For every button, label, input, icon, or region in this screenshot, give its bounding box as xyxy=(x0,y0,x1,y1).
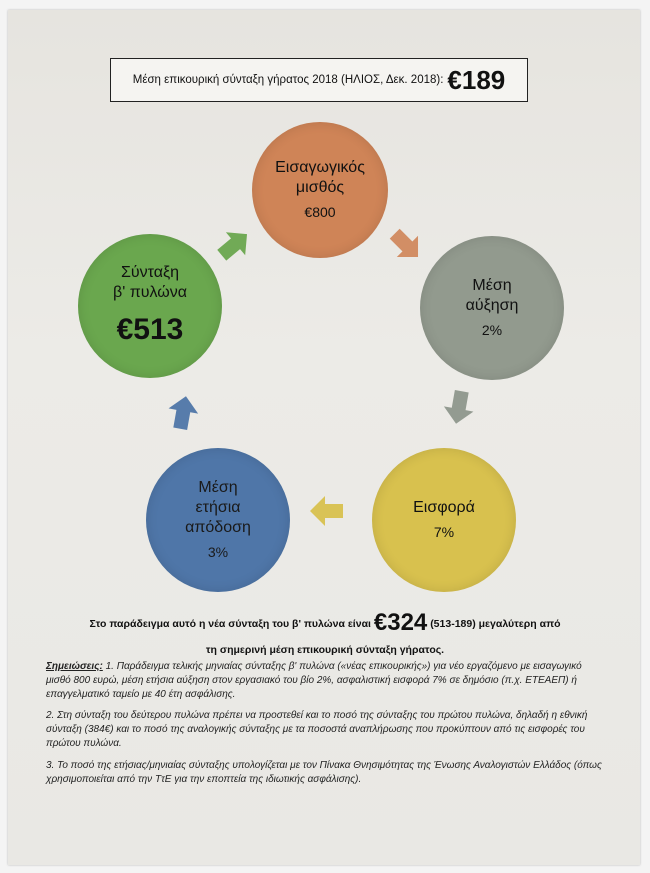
raise-value: 2% xyxy=(481,322,503,339)
summary-pre: Στο παράδειγμα αυτό η νέα σύνταξη του β' πυλώνα είναι xyxy=(89,618,371,630)
arrow-raise-to-contribution-icon xyxy=(436,384,482,430)
average-pension-box xyxy=(110,58,528,102)
arrow-pension-to-salary-icon xyxy=(211,222,257,268)
contribution-value: 7% xyxy=(433,524,455,541)
salary-line1: Εισαγωγικός xyxy=(275,159,365,177)
note-2: 2. Στη σύνταξη του δεύτερου πυλώνα πρέπει να προστεθεί και το ποσό της σύνταξης του πρώτου πυλώνα, δηλαδή η εθνική σύνταξη (384€) και το ποσό της αναλογικής σύνταξης με τα ποσοστά αναπλήρωσης που προκύπτουν από τις εισφορές του πρώτου πυλώνα. xyxy=(46,710,588,749)
arrow-return-to-pension-icon xyxy=(160,390,206,436)
raise-line1: Μέση xyxy=(472,277,512,295)
summary-amount: €324 xyxy=(373,609,428,636)
arrow-contribution-to-return-icon xyxy=(304,488,350,534)
pension-value: €513 xyxy=(116,313,184,347)
circle-average-raise xyxy=(420,236,564,380)
salary-line2: μισθός xyxy=(295,179,345,197)
circle-annual-return xyxy=(146,448,290,592)
notes-section xyxy=(46,660,606,794)
circle-starting-salary xyxy=(252,122,388,258)
salary-value: €800 xyxy=(304,204,336,221)
circle-contribution xyxy=(372,448,516,592)
note-1 xyxy=(46,660,606,701)
return-line1: Μέση xyxy=(198,479,238,497)
raise-line2: αύξηση xyxy=(465,297,519,315)
note-1-text: 1. Παράδειγμα τελικής μηνιαίας σύνταξης β' πυλώνα («νέας επικουρικής») για νέο εργαζόμενο με εισαγωγικό μισθό 800 ευρώ, μέση ετήσια αύξηση στον εργασιακό του βίο 2%, ασφαλιστική εισφορά 7% σε δημόσιο (π.χ. ΕΤΕΑΕΠ) ή επαγγελματικό ταμείο με 40 έτη ασφάλισης. xyxy=(46,661,582,700)
contribution-line1: Εισφορά xyxy=(413,499,475,517)
return-line3: απόδοση xyxy=(185,519,251,537)
arrow-salary-to-raise-icon xyxy=(383,222,429,268)
summary-line2: τη σημερινή μέση επικουρική σύνταξη γήρατος. xyxy=(205,644,445,657)
summary-statement xyxy=(30,604,620,659)
note-3: 3. Το ποσό της ετήσιας/μηνιαίας σύνταξης υπολογίζεται με τον Πίνακα Θνησιμότητας της Ένωσης Αναλογιστών Ελλάδος (όπως χρησιμοποιείται από την ΤτΕ για την εποπτεία της ιδιωτικής ασφάλισης). xyxy=(46,759,602,785)
circle-pillar-pension xyxy=(78,234,222,378)
pension-line1: Σύνταξη xyxy=(120,264,180,282)
return-value: 3% xyxy=(207,544,229,561)
return-line2: ετήσια xyxy=(195,499,241,517)
notes-heading: Σημειώσεις: xyxy=(46,661,103,672)
average-pension-value: €189 xyxy=(447,64,506,95)
summary-post: (513-189) μεγαλύτερη από xyxy=(430,618,561,630)
average-pension-label: Μέση επικουρική σύνταξη γήρατος 2018 (ΗΛΙΟΣ, Δεκ. 2018): xyxy=(132,74,444,86)
pension-line2: β' πυλώνα xyxy=(113,284,187,302)
